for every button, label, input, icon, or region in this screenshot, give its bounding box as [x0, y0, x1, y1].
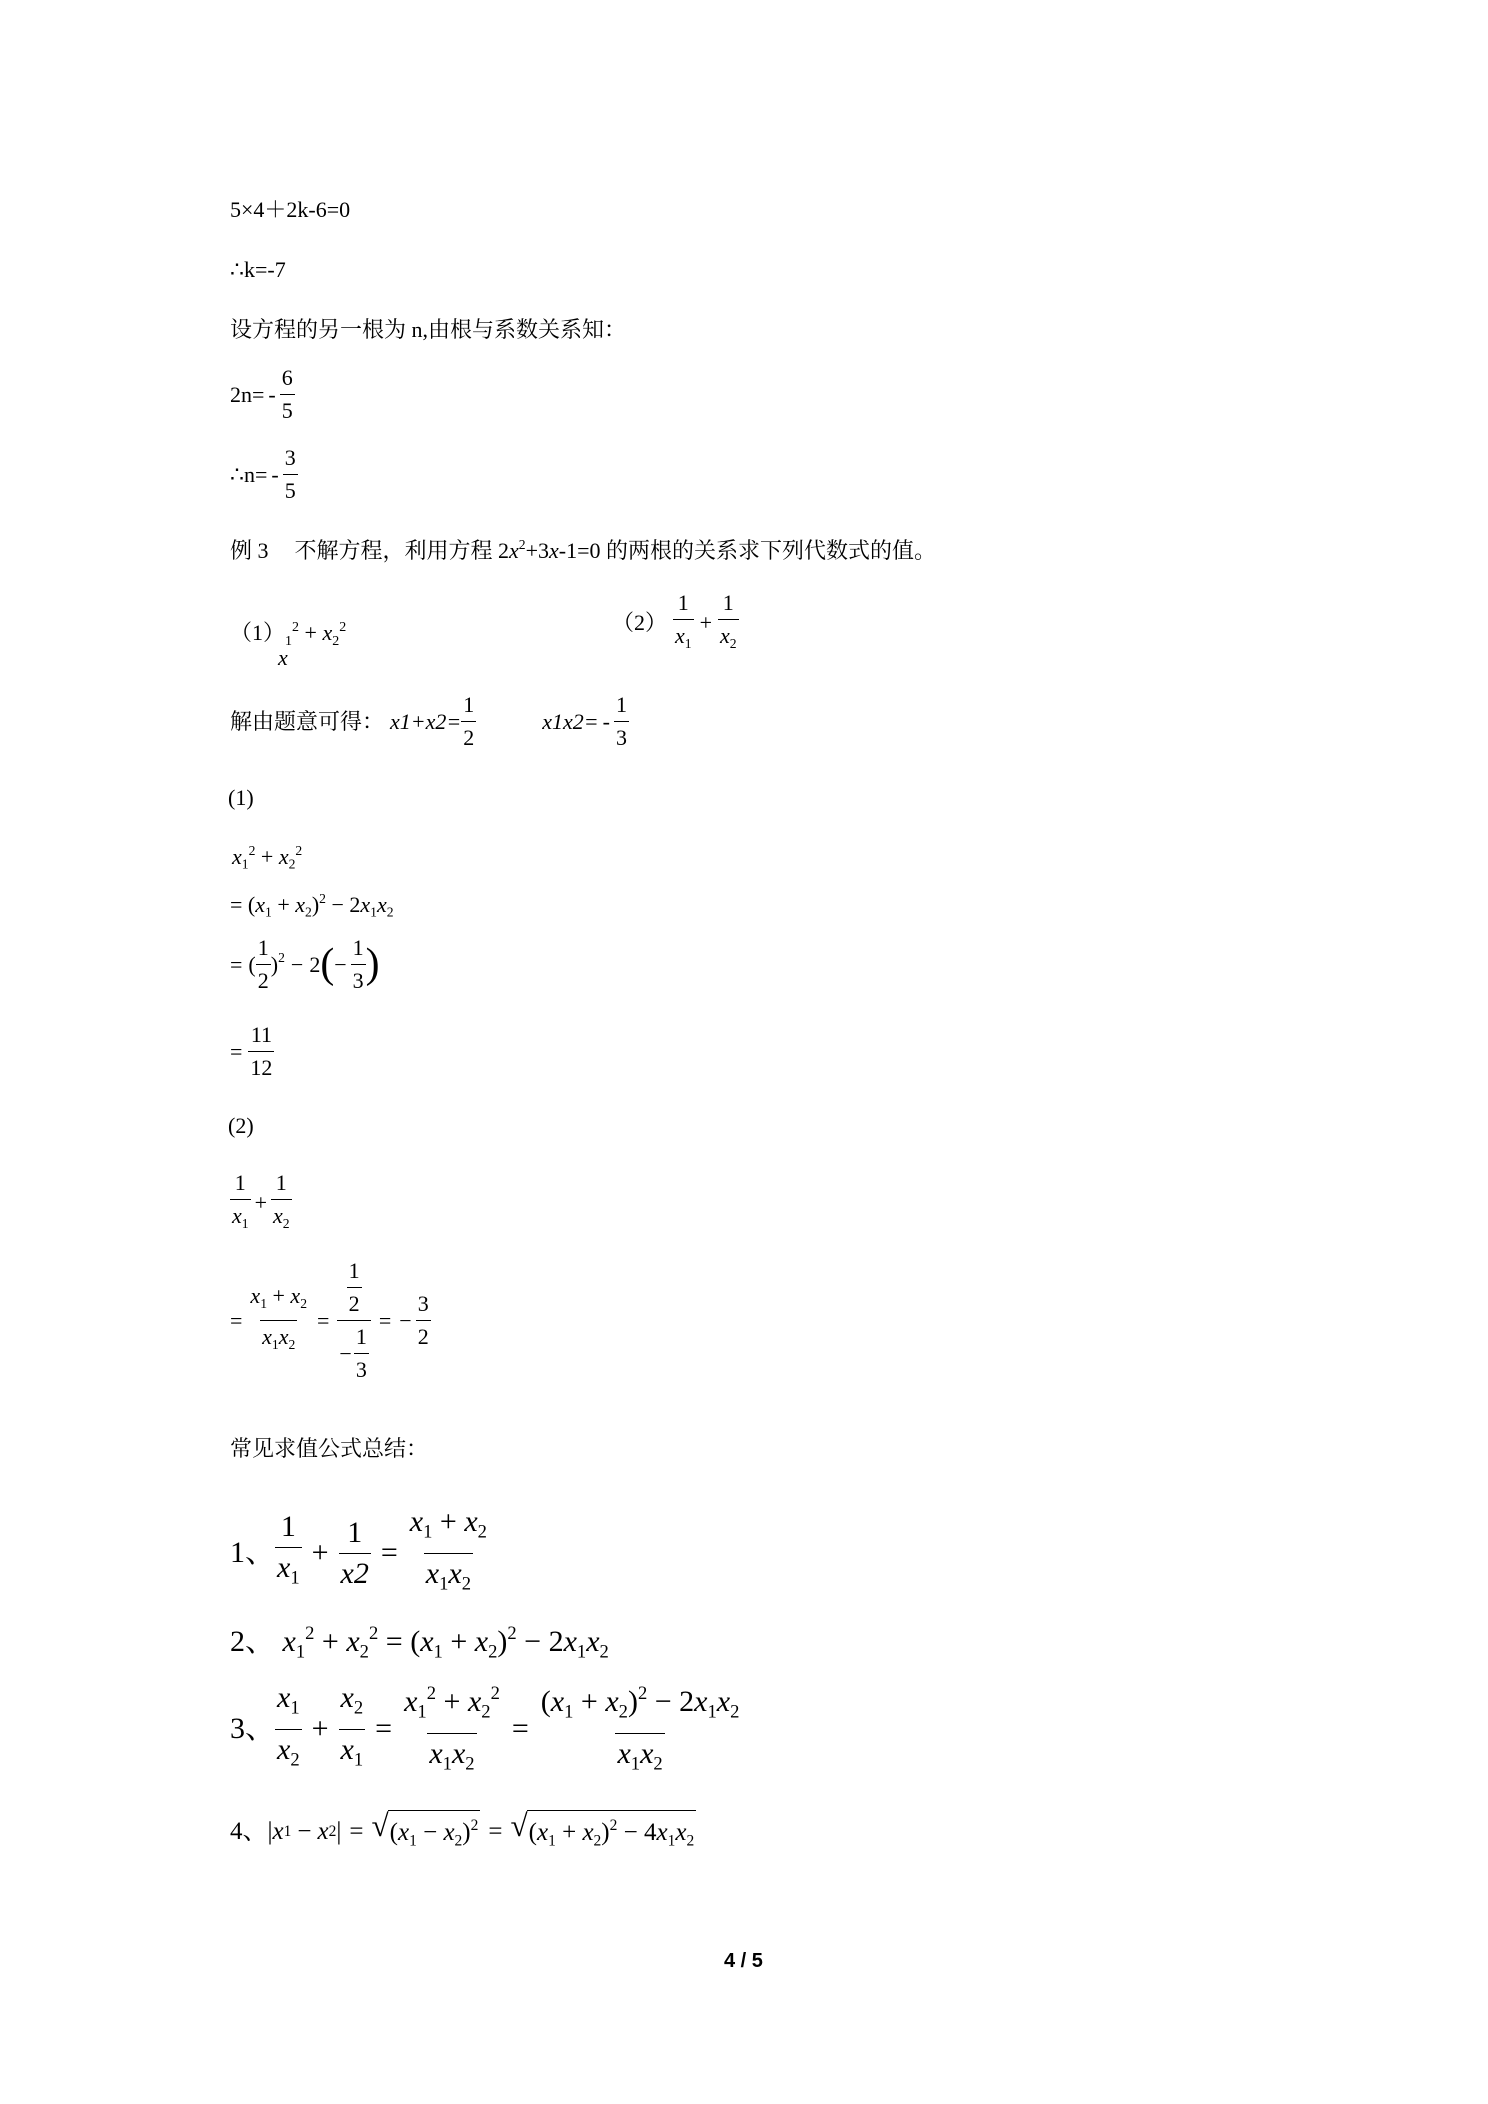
example-text-c: -1=0 的两根的关系求下列代数式的值。	[558, 537, 937, 563]
denominator: 5	[280, 394, 295, 424]
subscript: 2	[332, 633, 340, 649]
example3-statement	[230, 532, 936, 564]
item1-label: （1）	[230, 620, 286, 646]
numerator: 3	[284, 445, 296, 470]
twon-fraction	[280, 365, 295, 424]
n-prefix: ∴n=	[230, 461, 268, 487]
superscript: 2	[339, 620, 347, 635]
var-x: x	[509, 537, 519, 563]
sum-expression: x1+x2=	[390, 708, 462, 734]
plus-sign: +	[699, 610, 713, 636]
formula-2: 2、 $x_1^2 + x_2^2 = (x_1 + x_2)^2 - 2x_1x_2$	[230, 1623, 609, 1663]
product-sign: -	[602, 708, 610, 734]
twon-prefix: 2n=	[230, 381, 265, 407]
example-text-a: 不解方程，利用方程 2	[294, 537, 510, 563]
subscript: 1	[285, 633, 293, 649]
part2-label: (2)	[228, 1113, 254, 1138]
n-line	[230, 445, 298, 504]
summary-title: 常见求值公式总结：	[230, 1436, 429, 1461]
var-x: x	[322, 620, 333, 646]
var-x: x	[549, 537, 559, 563]
k-result-line: ∴k=-7	[230, 257, 286, 282]
example-label: 例 3	[230, 537, 269, 563]
item2-label: （2）	[612, 610, 668, 636]
item2-expression	[612, 590, 739, 657]
numerator: 6	[281, 365, 293, 390]
item1-x-below: x	[278, 645, 288, 670]
product-fraction	[614, 692, 629, 751]
n-sign: -	[271, 461, 279, 487]
formula-4: 4、 | x 1 − x 2 | = √ $(x_1 - x_2)^2$ = √ $(x_1 + x_2)^2 - 4x_1x_2$	[230, 1810, 696, 1854]
fraction-one-third: $\frac{1}{3}$	[352, 935, 364, 993]
part2-line2: = $\frac{x_1 + x_2}{x_1x_2}$ = $\frac{1}{2}$ − $\frac{1}{3}$ = − $\frac{3}{2}$	[230, 1258, 429, 1382]
twon-line	[230, 365, 295, 424]
solution-text: 解由题意可得：	[230, 708, 385, 734]
fraction-1-over-x1	[673, 590, 694, 657]
set-root-line: 设方程的另一根为 n,由根与系数关系知：	[230, 317, 627, 342]
part1-label: (1)	[228, 785, 254, 810]
twon-sign: -	[268, 381, 276, 407]
denominator: 2	[461, 721, 476, 751]
exponent: 2	[518, 537, 526, 552]
solution-intro	[230, 692, 629, 751]
sqrt-2: √ $(x_1 + x_2)^2 - 4x_1x_2$	[510, 1810, 696, 1854]
part1-line2: = $(x_1 + x_2)^2 - 2x_1x_2$	[230, 891, 394, 920]
denominator: $x_2$	[718, 619, 739, 657]
numerator: 1	[615, 692, 627, 717]
fraction-1-over-x2	[718, 590, 739, 657]
sqrt-1: √ $(x_1 - x_2)^2$	[371, 1810, 480, 1854]
sum-fraction	[461, 692, 476, 751]
denominator: 5	[283, 474, 298, 504]
part1-result: = $\frac{11}{12}$	[230, 1022, 273, 1080]
denominator: $x_1$	[673, 619, 694, 657]
example-text-b: +3	[525, 537, 550, 563]
page-number: 4 / 5	[724, 1950, 763, 1972]
part1-line1: $x_1^2 + x_2^2$	[232, 843, 303, 872]
product-expression: x1x2=	[542, 708, 599, 734]
item1-expression	[230, 615, 346, 655]
equation-line: 5×4＋2k-6=0	[230, 197, 351, 222]
part2-line1: $\frac{1}{x_1}$ + $\frac{1}{x_2}$	[230, 1170, 292, 1237]
result-fraction: $\frac{11}{12}$	[250, 1022, 273, 1080]
superscript: 2	[292, 620, 300, 635]
fraction-one-half: $\frac{1}{2}$	[257, 935, 269, 993]
n-fraction	[283, 445, 298, 504]
denominator: 3	[614, 721, 629, 751]
formula-3: 3、 $\frac{x_1}{x_2}$ + $\frac{x_2}{x_1}$ = $\frac{x_1^2 + x_2^2}{x_1x_2}$ = $\frac{(x_1 + x_2)^2 - 2x_1x_2}{x_1x_2}$	[230, 1677, 741, 1781]
numerator: 1	[677, 590, 689, 615]
numerator: 1	[722, 590, 734, 615]
numerator: 1	[463, 692, 475, 717]
part1-line3: = ( $\frac{1}{2}$ ) 2 − 2 ( − $\frac{1}{3}$ )	[230, 935, 380, 993]
formula-1: 1、 $\frac{1}{x_1}$ + $\frac{1}{x2}$ = $\frac{x_1 + x_2}{x_1x_2}$	[230, 1505, 489, 1601]
plus-sign: +	[304, 620, 317, 646]
complex-fraction: $\frac{1}{2}$ − $\frac{1}{3}$	[337, 1258, 370, 1383]
